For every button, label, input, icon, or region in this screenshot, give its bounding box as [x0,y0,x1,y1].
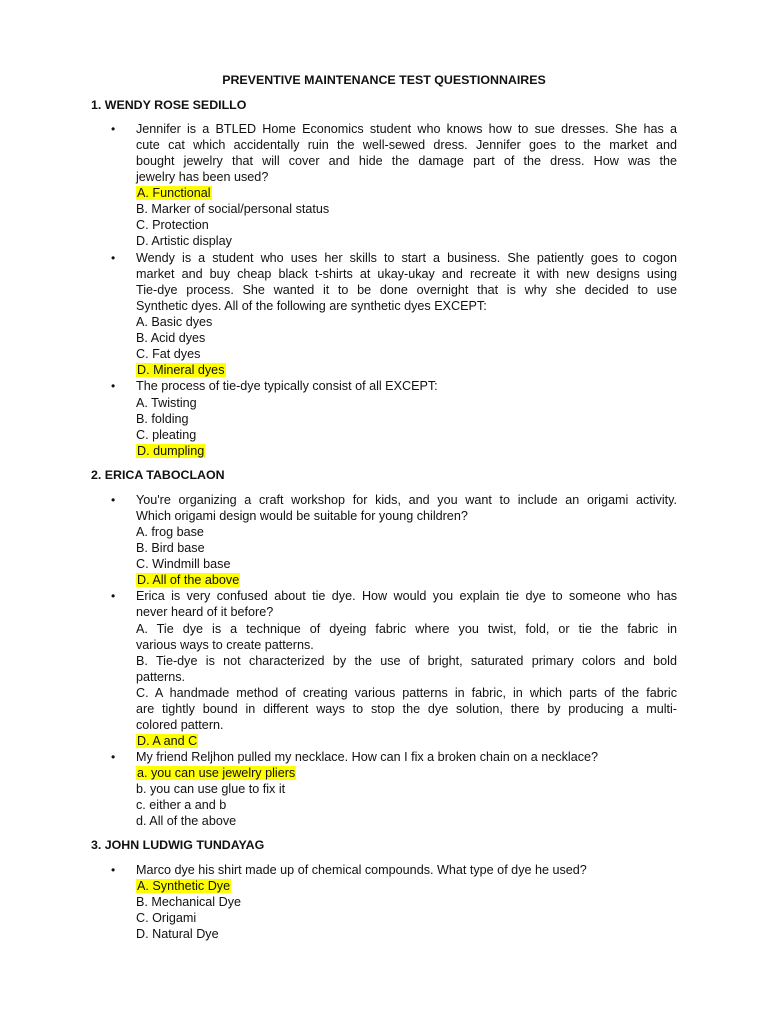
answer-option: D. Natural Dye [136,927,219,941]
answer-option-highlighted [136,185,212,201]
section-heading-2: 2. ERICA TABOCLAON [91,468,225,482]
answer-option: C. A handmade method of creating various patterns in fabric, in which parts of the fabric [136,686,677,700]
section-heading-1: 1. WENDY ROSE SEDILLO [91,98,247,112]
answer-option: B. Mechanical Dye [136,895,241,909]
answer-option: b. you can use glue to fix it [136,782,286,796]
answer-option: C. Windmill base [136,557,231,571]
answer-option: A. Basic dyes [136,315,213,329]
highlighted-answer: D. A and C [137,734,198,748]
bullet-icon: • [111,379,116,393]
question-text: never heard of it before? [136,605,274,619]
highlighted-answer: A. Functional [137,186,211,200]
question-text: jewelry has been used? [136,170,269,184]
bullet-icon: • [111,122,116,136]
answer-option-highlighted [136,878,231,894]
bullet-icon: • [111,750,116,764]
answer-option-highlighted [136,733,198,749]
answer-option: B. Marker of social/personal status [136,202,330,216]
highlighted-answer: D. All of the above [137,573,240,587]
answer-option: B. Tie-dye is not characterized by the use of bright, saturated primary colors and bold [136,654,677,668]
answer-option: C. Fat dyes [136,347,201,361]
highlighted-answer: A. Synthetic Dye [137,879,231,893]
question-text: Jennifer is a BTLED Home Economics student who knows how to sue dresses. She has a [136,122,677,136]
answer-option: A. frog base [136,525,204,539]
question-text: bought jewelry that will cover and hide the damage part of the dress. How was the [136,154,677,168]
question-text: Which origami design would be suitable for young children? [136,509,468,523]
answer-option: A. Tie dye is a technique of dyeing fabric where you twist, fold, or tie the fabric in [136,622,677,636]
answer-option: d. All of the above [136,814,237,828]
answer-option: are tightly bound in different ways to stop the dye solution, there by producing a multi- [136,702,677,716]
page-title: PREVENTIVE MAINTENANCE TEST QUESTIONNAIRES [222,73,546,87]
answer-option: C. Origami [136,911,197,925]
answer-option: C. Protection [136,218,209,232]
question-text: Erica is very confused about tie dye. How would you explain tie dye to someone who has [136,589,677,603]
answer-option-highlighted [136,765,296,781]
highlighted-answer: a. you can use jewelry pliers [137,766,296,780]
answer-option: various ways to create patterns. [136,638,314,652]
question-text: Wendy is a student who uses her skills to start a business. She patiently goes to cogon [136,251,677,265]
bullet-icon: • [111,589,116,603]
answer-option: patterns. [136,670,186,684]
question-text: Tie-dye process. She wanted it to be done overnight that is why she decided to use [136,283,677,297]
answer-option: D. Artistic display [136,234,232,248]
question-text: market and buy cheap black t-shirts at ukay-ukay and recreate it with new designs using [136,267,677,281]
bullet-icon: • [111,863,116,877]
answer-option: c. either a and b [136,798,227,812]
answer-option-highlighted [136,362,226,378]
answer-option: colored pattern. [136,718,224,732]
question-text: You're organizing a craft workshop for kids, and you want to include an origami activity. [136,493,677,507]
highlighted-answer: D. dumpling [137,444,205,458]
answer-option: C. pleating [136,428,197,442]
bullet-icon: • [111,251,116,265]
section-heading-3: 3. JOHN LUDWIG TUNDAYAG [91,838,265,852]
answer-option: B. folding [136,412,189,426]
answer-option: B. Acid dyes [136,331,206,345]
answer-option: A. Twisting [136,396,197,410]
answer-option-highlighted [136,443,205,459]
question-text: cute cat which accidentally ruin the well-sewed dress. Jennifer goes to the market and [136,138,677,152]
question-text: My friend Reljhon pulled my necklace. How can I fix a broken chain on a necklace? [136,750,599,764]
question-text: The process of tie-dye typically consist of all EXCEPT: [136,379,438,393]
answer-option: B. Bird base [136,541,205,555]
question-text: Marco dye his shirt made up of chemical compounds. What type of dye he used? [136,863,587,877]
question-text: Synthetic dyes. All of the following are synthetic dyes EXCEPT: [136,299,487,313]
bullet-icon: • [111,493,116,507]
highlighted-answer: D. Mineral dyes [137,363,225,377]
answer-option-highlighted [136,572,240,588]
